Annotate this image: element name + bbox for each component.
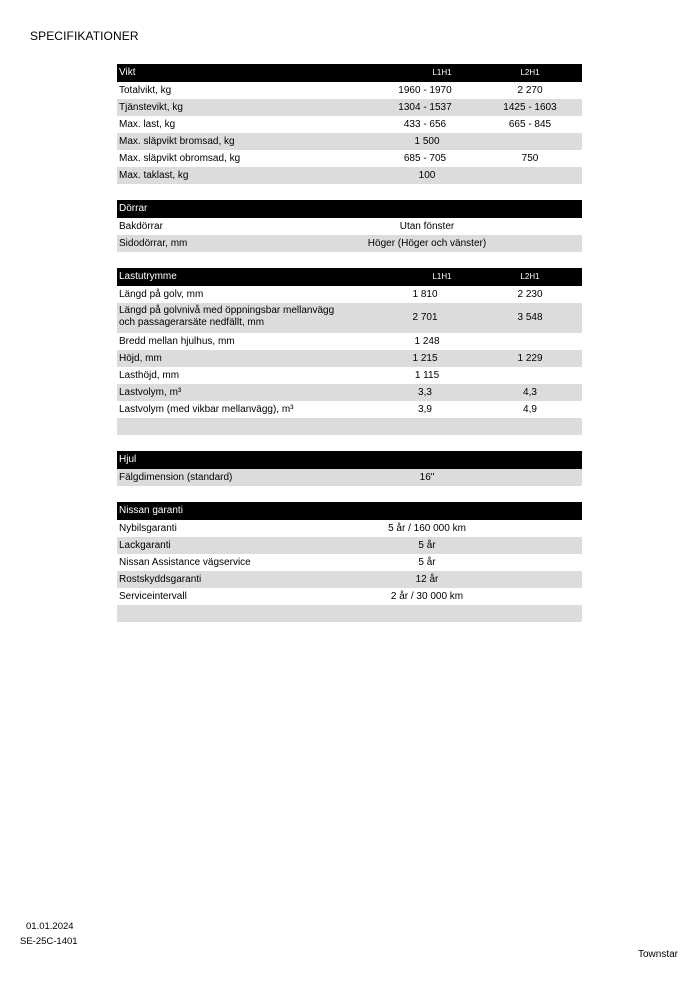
table-row (117, 167, 582, 184)
section-title: Lastutrymme (119, 271, 177, 282)
value-merged: 5 år (418, 557, 436, 568)
table-row (117, 384, 582, 401)
value-merged: 16" (419, 472, 435, 483)
value-l1h1: 685 - 705 (403, 153, 447, 164)
row-label: Tjänstevikt, kg (119, 102, 183, 113)
row-label: Höjd, mm (119, 353, 162, 364)
row-label: Max. släpvikt obromsad, kg (119, 153, 241, 164)
table-row-empty (117, 605, 582, 622)
value-l1h1: 3,9 (418, 404, 432, 415)
row-label: Rostskyddsgaranti (119, 574, 202, 585)
table-row (117, 350, 582, 367)
table-row (117, 82, 582, 99)
table-row (117, 218, 582, 235)
value-merged: Utan fönster (399, 221, 455, 232)
value-merged: 1 248 (414, 336, 440, 347)
footer-date: 01.01.2024 (26, 921, 74, 932)
value-merged: 1 500 (414, 136, 440, 147)
row-label: Lastvolym (med vikbar mellanvägg), m³ (119, 404, 294, 415)
value-merged: 100 (418, 170, 436, 181)
table-row (117, 469, 582, 486)
row-label: Max. släpvikt bromsad, kg (119, 136, 235, 147)
value-l1h1: 1 810 (412, 289, 438, 300)
table-row (117, 554, 582, 571)
row-label-line-2: och passagerarsäte nedfällt, mm (119, 317, 265, 328)
value-l1h1: 1 215 (412, 353, 438, 364)
row-label: Lasthöjd, mm (119, 370, 180, 381)
value-merged: Höger (Höger och vänster) (367, 238, 487, 249)
value-l2h1: 750 (521, 153, 539, 164)
section-hjul (117, 451, 582, 486)
table-row (117, 235, 582, 252)
column-header-l2h1: L2H1 (520, 68, 540, 77)
row-label: Max. taklast, kg (119, 170, 189, 181)
value-l2h1: 1 229 (517, 353, 543, 364)
value-l2h1: 3 548 (517, 312, 543, 323)
value-l2h1: 4,9 (523, 404, 537, 415)
value-l2h1: 1425 - 1603 (503, 102, 557, 113)
value-merged: 5 år / 160 000 km (388, 523, 466, 534)
section-title: Nissan garanti (119, 505, 183, 516)
spec-sheet (117, 64, 582, 638)
value-l1h1: 433 - 656 (403, 119, 447, 130)
column-header-l1h1: L1H1 (432, 272, 452, 281)
value-merged: 2 år / 30 000 km (390, 591, 464, 602)
section-header (117, 451, 582, 469)
value-merged: 5 år (418, 540, 436, 551)
section-header (117, 200, 582, 218)
value-l2h1: 665 - 845 (508, 119, 552, 130)
row-label: Serviceintervall (119, 591, 187, 602)
row-label-line-1: Längd på golvnivå med öppningsbar mellanvägg (119, 305, 335, 316)
row-label: Bredd mellan hjulhus, mm (119, 336, 235, 347)
table-row (117, 286, 582, 303)
table-row (117, 401, 582, 418)
section-header (117, 502, 582, 520)
value-l1h1: 3,3 (418, 387, 432, 398)
row-label: Längd på golv, mm (119, 289, 204, 300)
section-vikt (117, 64, 582, 184)
section-dorrar (117, 200, 582, 252)
row-label: Fälgdimension (standard) (119, 472, 233, 483)
row-label (119, 305, 334, 329)
section-title: Hjul (119, 454, 137, 465)
value-l2h1: 2 230 (517, 289, 543, 300)
section-title: Vikt (119, 67, 136, 78)
table-row (117, 520, 582, 537)
row-label: Nybilsgaranti (119, 523, 177, 534)
column-header-l2h1: L2H1 (520, 272, 540, 281)
value-merged: 1 115 (414, 370, 440, 381)
table-row (117, 150, 582, 167)
table-row (117, 99, 582, 116)
table-row (117, 537, 582, 554)
row-label: Max. last, kg (119, 119, 176, 130)
table-row (117, 333, 582, 350)
column-header-l1h1: L1H1 (432, 68, 452, 77)
section-header (117, 268, 582, 286)
value-merged: 12 år (415, 574, 439, 585)
table-row-empty (117, 418, 582, 435)
row-label: Totalvikt, kg (119, 85, 172, 96)
section-title: Dörrar (119, 203, 148, 214)
row-label: Nissan Assistance vägservice (119, 557, 251, 568)
section-lastutrymme (117, 268, 582, 435)
footer-model: Townstar (637, 949, 678, 960)
value-l2h1: 2 270 (517, 85, 543, 96)
value-l1h1: 2 701 (412, 312, 438, 323)
page-title: SPECIFIKATIONER (30, 29, 139, 43)
row-label: Sidodörrar, mm (119, 238, 188, 249)
table-row (117, 571, 582, 588)
footer-code: SE-25C-1401 (20, 936, 78, 947)
table-row (117, 116, 582, 133)
value-l1h1: 1960 - 1970 (398, 85, 452, 96)
value-l2h1: 4,3 (523, 387, 537, 398)
row-label: Lackgaranti (119, 540, 171, 551)
section-garanti (117, 502, 582, 622)
value-l1h1: 1304 - 1537 (398, 102, 452, 113)
row-label: Bakdörrar (119, 221, 163, 232)
table-row (117, 588, 582, 605)
table-row (117, 367, 582, 384)
table-row (117, 303, 582, 333)
row-label: Lastvolym, m³ (119, 387, 182, 398)
table-row (117, 133, 582, 150)
section-header (117, 64, 582, 82)
